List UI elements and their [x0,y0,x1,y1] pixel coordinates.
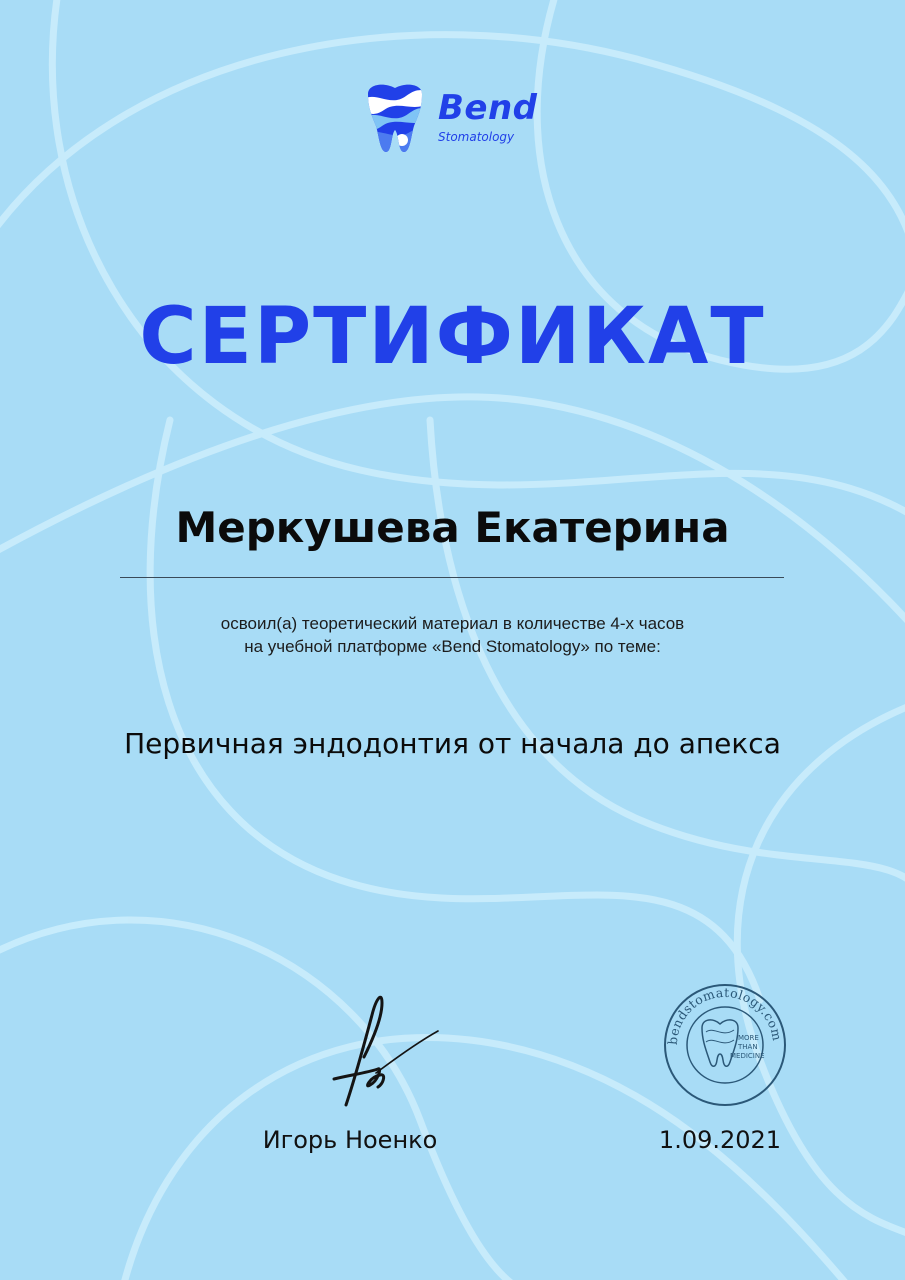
signature-icon [320,985,450,1115]
tooth-logo-icon [362,82,428,154]
brand-subtitle: Stomatology [438,130,515,144]
certificate-description [0,612,905,658]
course-topic: Первичная эндодонтия от начала до апекса [124,727,781,760]
stamp-ring-text: bendstomatology.com [664,984,786,1046]
stamp-seal-icon [660,980,790,1110]
brand-name: Bend [438,88,538,128]
stamp-line-3: MEDICINE [730,1052,765,1060]
issue-date: 1.09.2021 [658,1126,782,1154]
name-divider [120,577,784,578]
recipient-name: Меркушева Екатерина [175,503,730,552]
svg-text:bendstomatology.com [665,985,785,1045]
stamp-line-2: THAN [738,1043,758,1051]
certificate-title: СЕРТИФИКАТ [139,292,766,382]
description-line-1: освоил(а) теоретический материал в количестве 4-х часов [220,614,685,633]
description-line-2: на учебной платформе «Bend Stomatology» по теме: [244,637,661,656]
signer-name: Игорь Ноенко [262,1126,438,1154]
brand-logo [362,80,552,156]
stamp-line-1: MORE [738,1034,759,1042]
